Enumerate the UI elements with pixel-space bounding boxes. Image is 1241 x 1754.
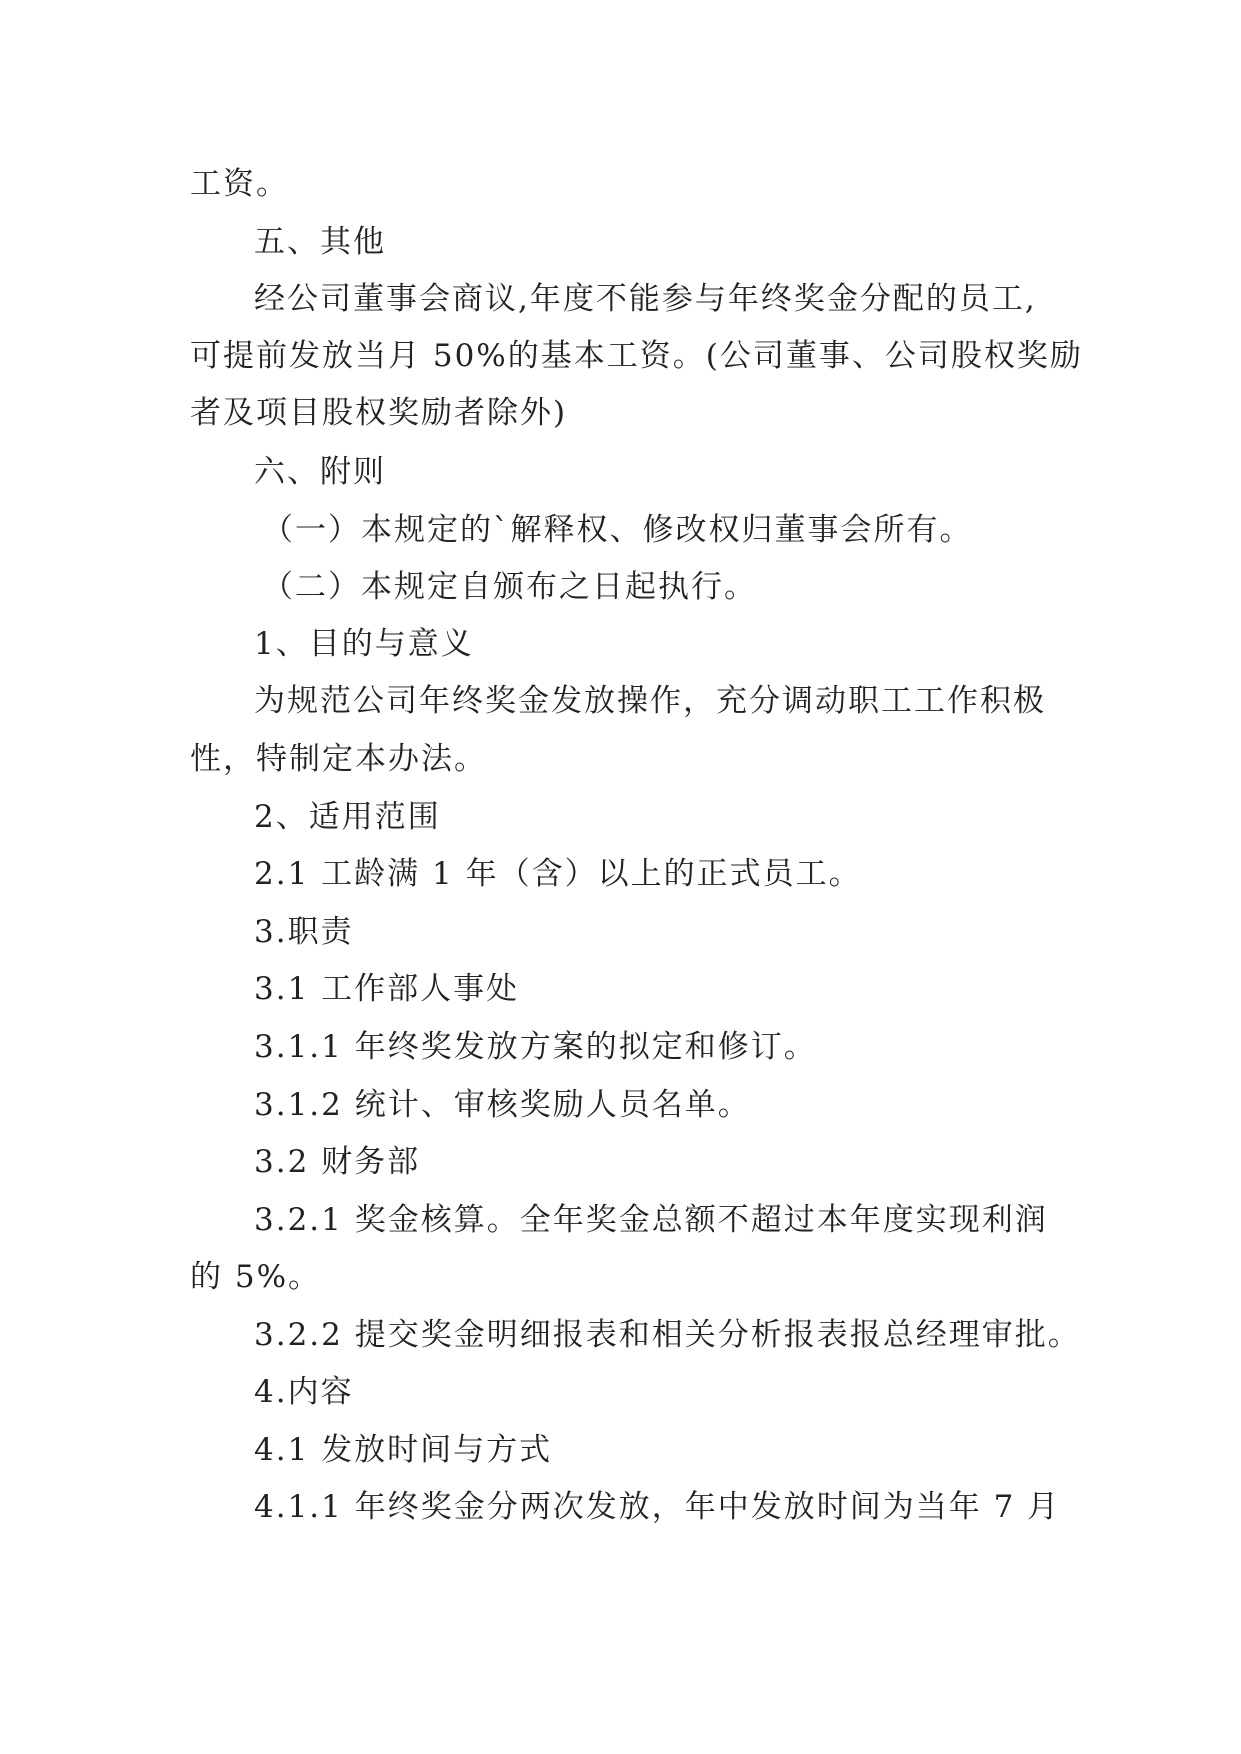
section-heading-appendix: 六、附则 — [254, 454, 386, 490]
paragraph-line: 可提前发放当月 50%的基本工资。(公司董事、公司股权奖励 — [190, 338, 1083, 374]
subsection-heading: 3.2 财务部 — [254, 1144, 421, 1180]
section-heading-scope: 2、适用范围 — [254, 799, 441, 835]
scope-item: 2.1 工龄满 1 年（含）以上的正式员工。 — [254, 856, 862, 892]
paragraph-line: 经公司董事会商议,年度不能参与年终奖金分配的员工, — [254, 281, 1037, 317]
duty-item: 3.2.2 提交奖金明细报表和相关分析报表报总经理审批。 — [254, 1317, 1081, 1353]
section-heading-other: 五、其他 — [254, 224, 386, 260]
subsection-heading: 3.1 工作部人事处 — [254, 971, 520, 1007]
text-line-continuation: 工资。 — [190, 166, 289, 202]
paragraph-line: 性，特制定本办法。 — [190, 741, 487, 777]
duty-item: 3.2.1 奖金核算。全年奖金总额不超过本年度实现利润 — [254, 1202, 1048, 1238]
paragraph-line: 的 5%。 — [190, 1259, 322, 1295]
section-heading-purpose: 1、目的与意义 — [254, 626, 474, 662]
section-heading-content: 4.内容 — [254, 1374, 354, 1410]
content-item: 4.1.1 年终奖金分两次发放，年中发放时间为当年 7 月 — [254, 1489, 1061, 1525]
subsection-heading: 4.1 发放时间与方式 — [254, 1432, 553, 1468]
paragraph-line: 者及项目股权奖励者除外) — [190, 395, 568, 431]
duty-item: 3.1.2 统计、审核奖励人员名单。 — [254, 1087, 751, 1123]
section-heading-duties: 3.职责 — [254, 914, 354, 950]
duty-item: 3.1.1 年终奖发放方案的拟定和修订。 — [254, 1029, 817, 1065]
appendix-item-1: （一）本规定的`解释权、修改权归董事会所有。 — [262, 512, 973, 548]
paragraph-line: 为规范公司年终奖金发放操作，充分调动职工工作积极 — [254, 683, 1046, 719]
appendix-item-2: （二）本规定自颁布之日起执行。 — [262, 569, 757, 605]
